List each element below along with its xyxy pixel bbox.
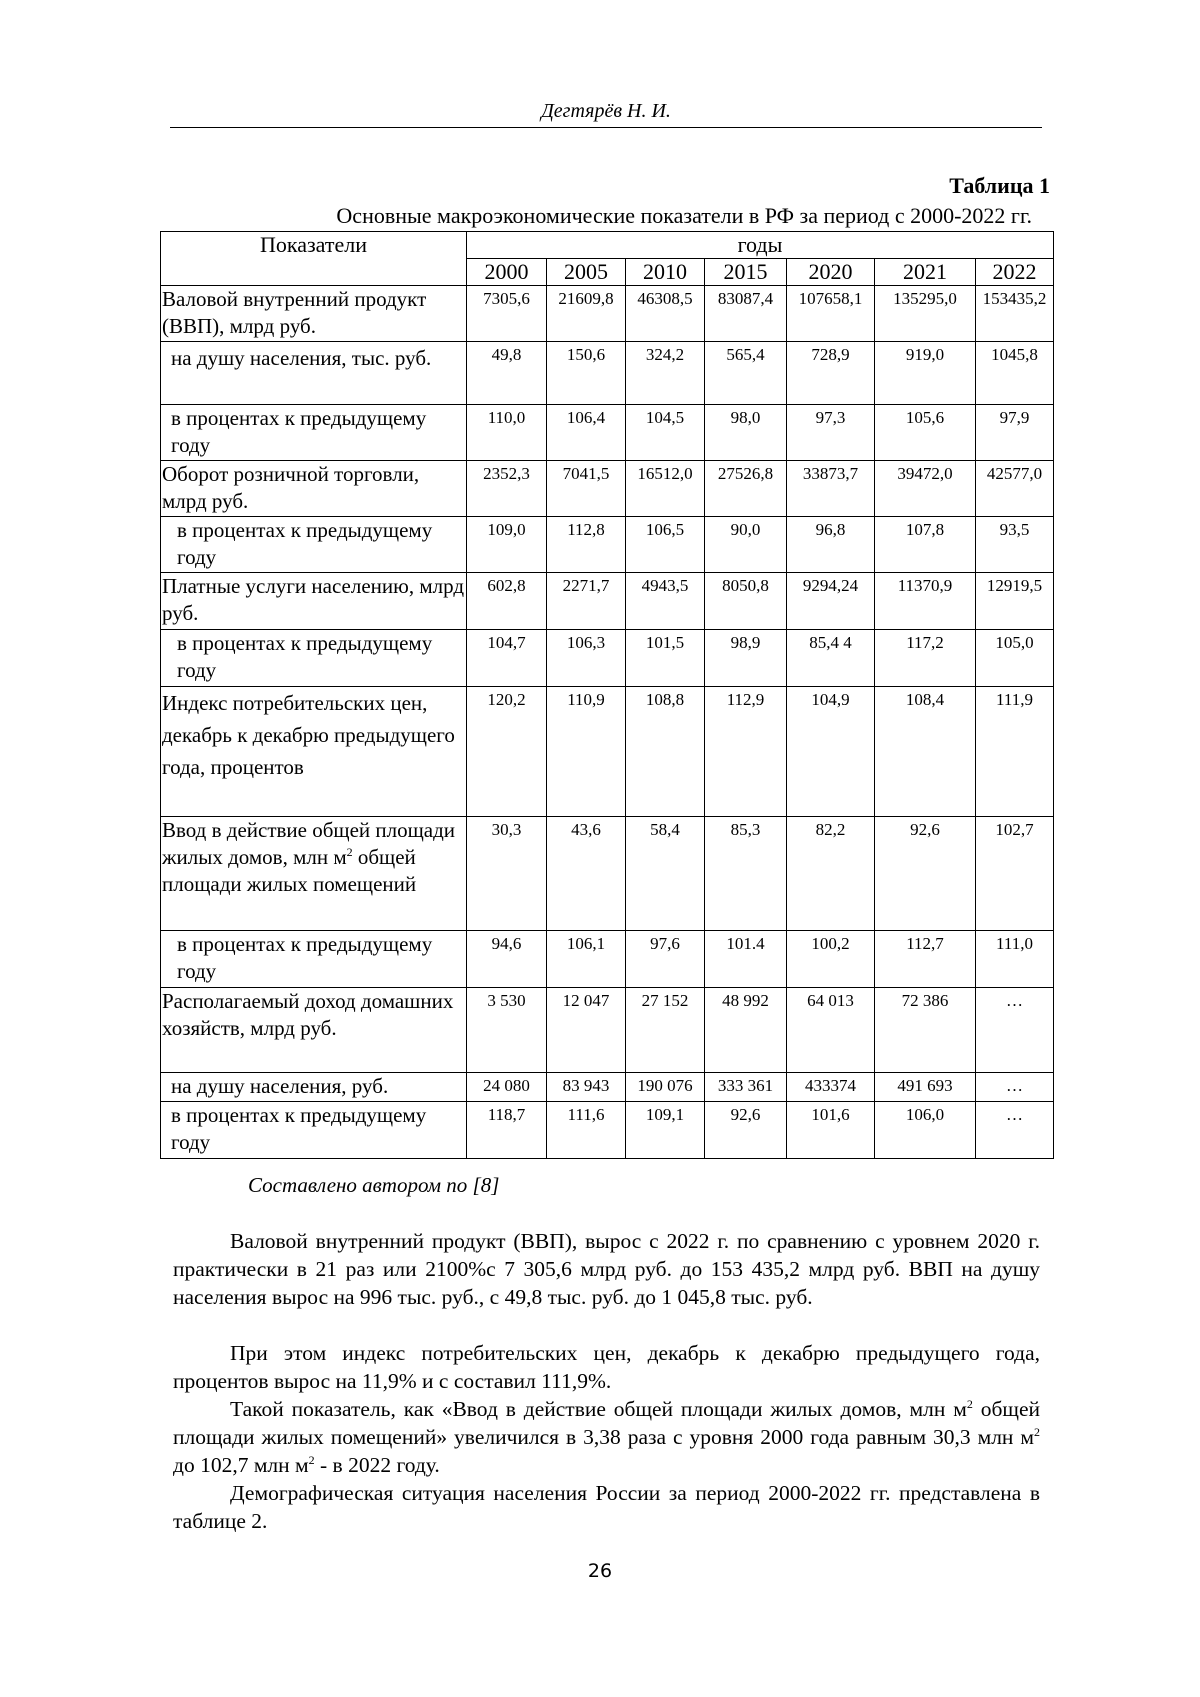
- table-cell: 491 693: [875, 1073, 976, 1102]
- table-cell: 72 386: [875, 988, 976, 1073]
- table-cell: 8050,8: [705, 573, 787, 630]
- row-label: на душу населения, руб.: [161, 1073, 467, 1102]
- table-cell: 324,2: [626, 342, 705, 405]
- paragraph-text-part: общей площади жилых помещений» увеличился в 3,38 раза с уровня 2000 года равным 30,3 млн м: [173, 1397, 1040, 1449]
- table-cell: 96,8: [787, 517, 875, 573]
- table-row: [161, 931, 1054, 988]
- table-cell: 111,0: [976, 931, 1054, 988]
- table-cell: 112,8: [547, 517, 626, 573]
- table-cell: 919,0: [875, 342, 976, 405]
- table-cell: 153435,2: [976, 286, 1054, 342]
- table-cell: 104,5: [626, 405, 705, 461]
- table-number: Таблица 1: [949, 173, 1050, 198]
- table-cell: 49,8: [467, 342, 547, 405]
- row-label: в процентах к предыдущему году: [161, 1102, 467, 1159]
- year-header: 2000: [467, 259, 547, 286]
- table-cell: 97,9: [976, 405, 1054, 461]
- table-cell: 85,3: [705, 817, 787, 931]
- table-cell: 48 992: [705, 988, 787, 1073]
- table-row: [161, 573, 1054, 630]
- table-row: [161, 1102, 1054, 1159]
- table-cell: 106,5: [626, 517, 705, 573]
- table-cell: 7305,6: [467, 286, 547, 342]
- row-label: Платные услуги населению, млрд руб.: [161, 573, 467, 630]
- table-cell: 42577,0: [976, 461, 1054, 517]
- table-cell: 112,9: [705, 687, 787, 817]
- table-cell: 82,2: [787, 817, 875, 931]
- table-cell: …: [976, 1073, 1054, 1102]
- header-rule: [170, 127, 1042, 128]
- table-row: [161, 1073, 1054, 1102]
- table-cell: 83087,4: [705, 286, 787, 342]
- paragraph: [173, 1339, 1040, 1395]
- table-cell: 93,5: [976, 517, 1054, 573]
- paragraph-text: [173, 1395, 1040, 1479]
- table-cell: 100,2: [787, 931, 875, 988]
- paragraph-text: Валовой внутренний продукт (ВВП), вырос с 2022 г. по сравнению с уровнем 2020 г. практически в 21 раз или 2100%с 7 305,6 млрд руб. до 153 435,2 млрд руб. ВВП на душу населения вырос на 996 тыс. руб., с 49,8 тыс. руб. до 1 045,8 тыс. руб.: [173, 1229, 1040, 1309]
- table-cell: 9294,24: [787, 573, 875, 630]
- table-cell: 92,6: [875, 817, 976, 931]
- year-header: 2022: [976, 259, 1054, 286]
- paragraph-text-part: - в 2022 году.: [314, 1453, 440, 1477]
- table-cell: 101,6: [787, 1102, 875, 1159]
- table-cell: …: [976, 1102, 1054, 1159]
- table-cell: 111,9: [976, 687, 1054, 817]
- row-label: Валовой внутренний продукт (ВВП), млрд руб.: [161, 286, 467, 342]
- table-cell: 85,4 4: [787, 630, 875, 687]
- table-cell: 98,0: [705, 405, 787, 461]
- table-cell: 7041,5: [547, 461, 626, 517]
- header-indicators: Показатели: [161, 232, 467, 286]
- row-label: [161, 817, 467, 931]
- table-cell: 433374: [787, 1073, 875, 1102]
- table-cell: 120,2: [467, 687, 547, 817]
- table-cell: 111,6: [547, 1102, 626, 1159]
- table-cell: 11370,9: [875, 573, 976, 630]
- table-cell: 602,8: [467, 573, 547, 630]
- year-header: 2010: [626, 259, 705, 286]
- macro-indicators-table: [160, 231, 1054, 1159]
- year-header: 2020: [787, 259, 875, 286]
- table-row: [161, 461, 1054, 517]
- year-header: 2005: [547, 259, 626, 286]
- table-cell: 106,4: [547, 405, 626, 461]
- table-cell: 90,0: [705, 517, 787, 573]
- superscript: 2: [1034, 1424, 1040, 1439]
- row-label: в процентах к предыдущему году: [161, 931, 467, 988]
- row-label: на душу населения, тыс. руб.: [161, 342, 467, 405]
- table-cell: 98,9: [705, 630, 787, 687]
- table-cell: 2271,7: [547, 573, 626, 630]
- table-source-note: Составлено автором по [8]: [248, 1173, 500, 1197]
- table-cell: 30,3: [467, 817, 547, 931]
- year-header: 2021: [875, 259, 976, 286]
- row-label-part: общей площади жилых помещений: [162, 845, 417, 896]
- table-cell: 333 361: [705, 1073, 787, 1102]
- table-cell: 12 047: [547, 988, 626, 1073]
- row-label: Располагаемый доход домашних хозяйств, млрд руб.: [161, 988, 467, 1073]
- table-row: [161, 342, 1054, 405]
- table-cell: 104,7: [467, 630, 547, 687]
- table-cell: 108,8: [626, 687, 705, 817]
- table-row: [161, 517, 1054, 573]
- row-label: в процентах к предыдущему году: [161, 517, 467, 573]
- table-cell: 108,4: [875, 687, 976, 817]
- row-label: в процентах к предыдущему году: [161, 630, 467, 687]
- table-row: [161, 286, 1054, 342]
- table-cell: 102,7: [976, 817, 1054, 931]
- table-cell: 112,7: [875, 931, 976, 988]
- table-cell: 104,9: [787, 687, 875, 817]
- table-cell: …: [976, 988, 1054, 1073]
- table-cell: 33873,7: [787, 461, 875, 517]
- table-cell: 2352,3: [467, 461, 547, 517]
- paragraph-text: Демографическая ситуация населения России за период 2000-2022 гг. представлена в таблице 2.: [173, 1481, 1040, 1533]
- table-cell: 118,7: [467, 1102, 547, 1159]
- table-row: [161, 687, 1054, 817]
- table-cell: 728,9: [787, 342, 875, 405]
- paragraph: [173, 1395, 1040, 1479]
- table-cell: 58,4: [626, 817, 705, 931]
- table-cell: 109,1: [626, 1102, 705, 1159]
- table-cell: 46308,5: [626, 286, 705, 342]
- table-cell: 97,3: [787, 405, 875, 461]
- superscript: 2: [346, 845, 353, 859]
- table-cell: 1045,8: [976, 342, 1054, 405]
- row-label: Оборот розничной торговли, млрд руб.: [161, 461, 467, 517]
- table-cell: 39472,0: [875, 461, 976, 517]
- table-cell: 83 943: [547, 1073, 626, 1102]
- table-cell: 109,0: [467, 517, 547, 573]
- table-cell: 105,0: [976, 630, 1054, 687]
- running-header-author: Дегтярёв Н. И.: [541, 100, 671, 122]
- paragraph-text-part: до 102,7 млн м: [173, 1453, 309, 1477]
- page-number: 26: [587, 1560, 613, 1582]
- paragraph-text: При этом индекс потребительских цен, декабрь к декабрю предыдущего года, процентов вырос на 11,9% и с составил 111,9%.: [173, 1341, 1040, 1393]
- table-cell: 190 076: [626, 1073, 705, 1102]
- table-cell: 135295,0: [875, 286, 976, 342]
- row-label: Индекс потребительских цен, декабрь к декабрю предыдущего года, процентов: [161, 687, 467, 817]
- table-cell: 21609,8: [547, 286, 626, 342]
- table-cell: 92,6: [705, 1102, 787, 1159]
- table-cell: 101,5: [626, 630, 705, 687]
- table-cell: 12919,5: [976, 573, 1054, 630]
- table-cell: 27 152: [626, 988, 705, 1073]
- table-cell: 107658,1: [787, 286, 875, 342]
- table-cell: 94,6: [467, 931, 547, 988]
- table-cell: 97,6: [626, 931, 705, 988]
- table-cell: 107,8: [875, 517, 976, 573]
- table-cell: 565,4: [705, 342, 787, 405]
- table-cell: 110,9: [547, 687, 626, 817]
- table-cell: 3 530: [467, 988, 547, 1073]
- row-label-part: Ввод в действие общей площади жилых домов, млн м: [162, 818, 456, 869]
- table-cell: 24 080: [467, 1073, 547, 1102]
- table-cell: 106,1: [547, 931, 626, 988]
- superscript: 2: [966, 1396, 973, 1411]
- paragraph: [173, 1227, 1040, 1311]
- table-cell: 117,2: [875, 630, 976, 687]
- table-cell: 43,6: [547, 817, 626, 931]
- superscript: 2: [308, 1452, 315, 1467]
- table-cell: 106,3: [547, 630, 626, 687]
- paragraph: [173, 1479, 1040, 1535]
- table-cell: 27526,8: [705, 461, 787, 517]
- paragraph-text-part: Такой показатель, как «Ввод в действие общей площади жилых домов, млн м: [230, 1397, 967, 1421]
- table-cell: 106,0: [875, 1102, 976, 1159]
- table-row: [161, 405, 1054, 461]
- header-years-group: годы: [467, 232, 1054, 259]
- table-cell: 16512,0: [626, 461, 705, 517]
- table-cell: 101.4: [705, 931, 787, 988]
- table-row: [161, 630, 1054, 687]
- table-cell: 64 013: [787, 988, 875, 1073]
- table-cell: 4943,5: [626, 573, 705, 630]
- table-row: [161, 988, 1054, 1073]
- row-label: в процентах к предыдущему году: [161, 405, 467, 461]
- year-header: 2015: [705, 259, 787, 286]
- table-row: [161, 817, 1054, 931]
- table-cell: 110,0: [467, 405, 547, 461]
- table-cell: 150,6: [547, 342, 626, 405]
- table-caption: Основные макроэкономические показатели в РФ за период с 2000-2022 гг.: [336, 203, 1032, 228]
- table-cell: 105,6: [875, 405, 976, 461]
